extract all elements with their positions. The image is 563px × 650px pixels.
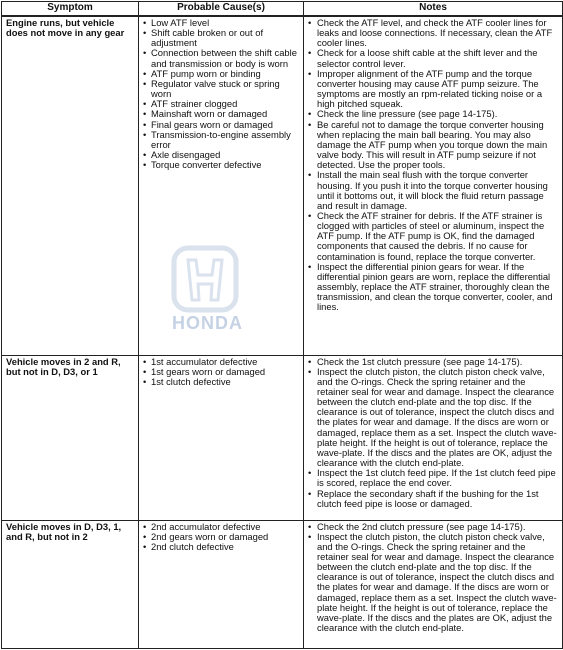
note-item: • Improper alignment of the ATF pump and the torque converter housing may cause ATF pump seizure. The symptoms are mostly an rpm-related ticking noise or a high pitched squeak. <box>308 69 559 110</box>
note-item: • Install the main seal flush with the torque converter housing. If you push it into the torque converter housing until it bottoms out, it will block the fluid return passage and result in damage. <box>308 170 559 211</box>
troubleshooting-table <box>1 1 563 649</box>
cause-item: • Final gears worn or damaged <box>143 120 300 130</box>
cause-list <box>143 18 300 170</box>
table-row <box>2 355 563 520</box>
symptom-cell: Engine runs, but vehicle does not move in any gear <box>2 16 139 355</box>
cause-item: • Transmission-to-engine assembly error <box>143 130 300 150</box>
cause-item: • 2nd accumulator defective <box>143 522 300 532</box>
cause-item: • Low ATF level <box>143 18 300 28</box>
notes-cell <box>304 520 563 648</box>
note-item: • Inspect the clutch piston, the clutch piston check valve, and the O-rings. Check the spring retainer and the retainer seal for wear and damage. Inspect the clearance between the clutch end-plate and the top disc. If the clearance is out of tolerance, inspect the clutch discs and the plates for wear and damage. If the discs are worn or damaged, replace them as a set. Inspect the clutch wave-plate height. If the height is out of tolerance, replace the wave-plate. If the discs and the plates are OK, adjust the clearance with the clutch end-plate. <box>308 532 559 634</box>
cause-item: • Connection between the shift cable and transmission or body is worn <box>143 48 300 68</box>
notes-cell <box>304 16 563 355</box>
note-item: • Inspect the clutch piston, the clutch piston check valve, and the O-rings. Check the spring retainer and the retainer seal for wear and damage. Inspect the clearance between the clutch end-plate and the top disc. If the clearance is out of tolerance, inspect the clutch discs and the plates for wear and damage. If the discs are worn or damaged, replace them as a set. Inspect the clutch wave-plate height. If the height is out of tolerance, replace the wave-plate. If the discs and the plates are OK, adjust the clearance with the clutch end-plate. <box>308 367 559 469</box>
table-row <box>2 520 563 648</box>
note-item: • Check the 1st clutch pressure (see page 14-175). <box>308 357 559 367</box>
cause-item: • 2nd gears worn or damaged <box>143 532 300 542</box>
notes-list <box>308 357 559 509</box>
notes-list <box>308 522 559 634</box>
note-item: • Check the line pressure (see page 14-175). <box>308 109 559 119</box>
cause-item: • 1st accumulator defective <box>143 357 300 367</box>
cause-item: • Mainshaft worn or damaged <box>143 109 300 119</box>
note-item: • Be careful not to damage the torque converter housing when replacing the main ball bearing. You may also damage the ATF pump when you torque down the main valve body. This will result in ATF pump seizure if not detected. Use the proper tools. <box>308 120 559 171</box>
cause-header: Probable Cause(s) <box>139 2 304 17</box>
symptom-header: Symptom <box>2 2 139 17</box>
cause-cell <box>139 520 304 648</box>
table-header-row <box>2 2 563 17</box>
note-item: • Inspect the differential pinion gears for wear. If the differential pinion gears are worn, replace the differential assembly, replace the ATF strainer, thoroughly clean the transmission, and clean the torque converter, cooler, and lines. <box>308 262 559 313</box>
cause-item: • ATF pump worn or binding <box>143 69 300 79</box>
cause-cell <box>139 16 304 355</box>
notes-header: Notes <box>304 2 563 17</box>
cause-item: • ATF strainer clogged <box>143 99 300 109</box>
cause-item: • 2nd clutch defective <box>143 542 300 552</box>
notes-list <box>308 18 559 313</box>
note-item: • Check for a loose shift cable at the shift lever and the selector control lever. <box>308 48 559 68</box>
notes-cell <box>304 355 563 520</box>
symptom-cell: Vehicle moves in D, D3, 1, and R, but not in 2 <box>2 520 139 648</box>
cause-item: • 1st clutch defective <box>143 377 300 387</box>
note-item: • Check the ATF level, and check the ATF cooler lines for leaks and loose connections. If necessary, clean the ATF cooler lines. <box>308 18 559 48</box>
symptom-cell: Vehicle moves in 2 and R, but not in D, D3, or 1 <box>2 355 139 520</box>
cause-item: • Regulator valve stuck or spring worn <box>143 79 300 99</box>
note-item: • Replace the secondary shaft if the bushing for the 1st clutch feed pipe is loose or damaged. <box>308 489 559 509</box>
cause-item: • 1st gears worn or damaged <box>143 367 300 377</box>
cause-cell <box>139 355 304 520</box>
table-row <box>2 16 563 355</box>
note-item: • Inspect the 1st clutch feed pipe. If the 1st clutch feed pipe is scored, replace the end cover. <box>308 468 559 488</box>
honda-watermark-text: HONDA <box>172 313 243 333</box>
cause-item: • Axle disengaged <box>143 150 300 160</box>
cause-item: • Shift cable broken or out of adjustment <box>143 28 300 48</box>
cause-list <box>143 357 300 387</box>
note-item: • Check the ATF strainer for debris. If the ATF strainer is clogged with particles of steel or aluminum, inspect the ATF pump. If the ATF pump is OK, find the damaged components that caused the debris. If no cause for contamination is found, replace the torque converter. <box>308 211 559 262</box>
note-item: • Check the 2nd clutch pressure (see page 14-175). <box>308 522 559 532</box>
cause-item: • Torque converter defective <box>143 160 300 170</box>
cause-list <box>143 522 300 552</box>
